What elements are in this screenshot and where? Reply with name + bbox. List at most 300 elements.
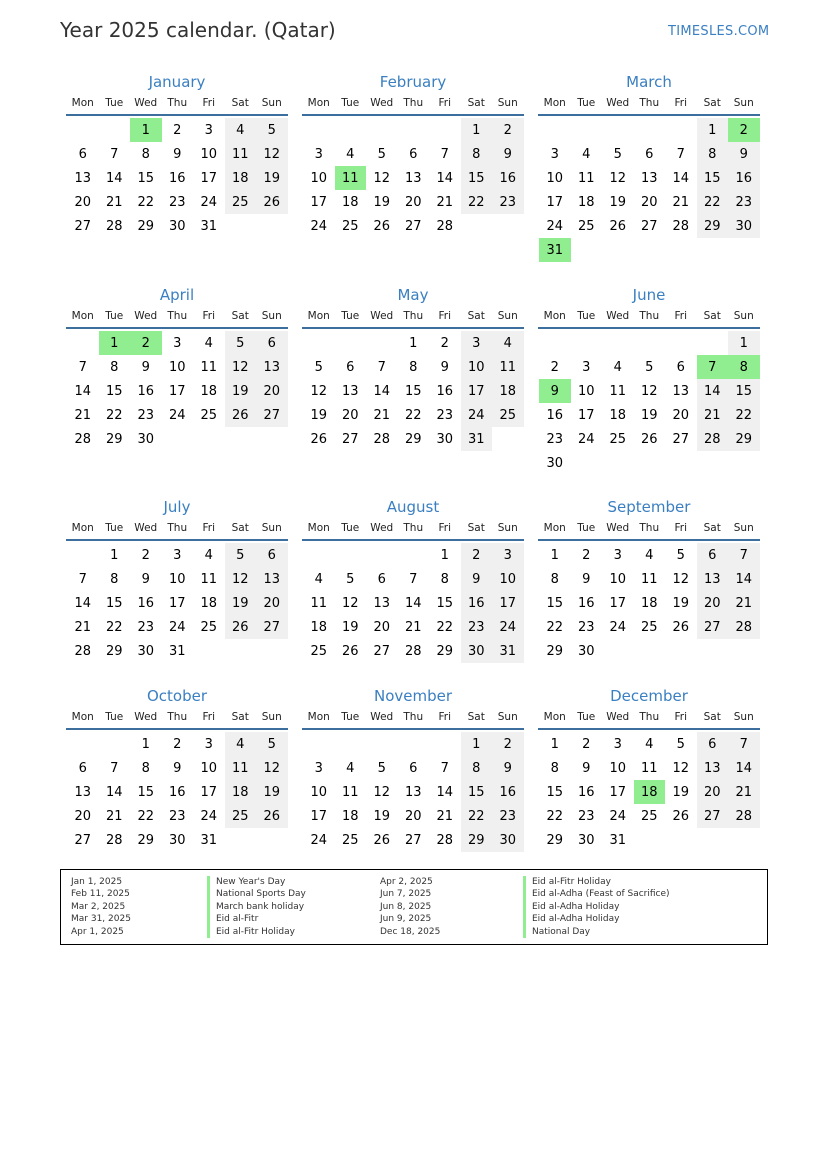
day-cell: 10 — [609, 571, 627, 587]
day-cell: 14 — [373, 383, 391, 399]
day-cell: 7 — [440, 146, 449, 162]
day-cell: 15 — [105, 383, 123, 399]
weekday-label: Mon — [71, 310, 94, 322]
day-cell: 4 — [645, 547, 654, 563]
day-cell: 6 — [377, 571, 386, 587]
day-cell: 18 — [200, 383, 218, 399]
day-cell: 28 — [672, 218, 690, 234]
day-cell: 21 — [105, 808, 123, 824]
empty-cell — [335, 732, 367, 756]
weekday-header — [539, 517, 760, 539]
day-cell: 21 — [404, 619, 422, 635]
empty-cell — [303, 732, 335, 756]
day-cell: 21 — [728, 780, 760, 804]
empty-cell — [429, 118, 461, 142]
day-cell: 9 — [141, 571, 150, 587]
empty-cell — [99, 118, 131, 142]
day-grid — [303, 331, 524, 451]
day-cell: 21 — [373, 407, 391, 423]
weekday-label: Sat — [467, 711, 485, 723]
empty-cell — [335, 543, 367, 567]
day-cell: 31 — [609, 832, 627, 848]
day-cell: 12 — [640, 383, 658, 399]
day-cell: 13 — [404, 784, 422, 800]
month-february — [302, 72, 524, 238]
day-cell: 25 — [200, 619, 218, 635]
day-cell: 29 — [436, 643, 454, 659]
day-cell: 27 — [404, 218, 422, 234]
day-cell: 21 — [74, 407, 92, 423]
day-cell: 27 — [74, 832, 92, 848]
day-cell: 20 — [256, 379, 288, 403]
header-rule — [66, 539, 288, 541]
empty-cell — [429, 732, 461, 756]
day-cell: 14 — [105, 170, 123, 186]
day-cell: 16 — [461, 591, 493, 615]
weekday-label: Tue — [577, 310, 596, 322]
day-cell: 21 — [697, 403, 729, 427]
day-cell: 3 — [204, 122, 213, 138]
day-grid — [67, 118, 288, 238]
day-cell: 16 — [137, 383, 155, 399]
weekday-label: Tue — [577, 522, 596, 534]
weekday-label: Sun — [497, 97, 518, 109]
day-cell: 6 — [697, 732, 729, 756]
day-cell: 4 — [204, 547, 213, 563]
day-cell: 18 — [634, 780, 666, 804]
day-cell: 16 — [492, 780, 524, 804]
day-cell: 9 — [492, 142, 524, 166]
day-cell: 24 — [609, 808, 627, 824]
day-cell: 27 — [341, 431, 359, 447]
month-name: November — [373, 687, 453, 705]
empty-cell — [571, 331, 603, 355]
weekday-label: Thu — [639, 711, 660, 723]
day-cell: 16 — [137, 595, 155, 611]
day-cell: 19 — [341, 619, 359, 635]
day-cell: 28 — [105, 218, 123, 234]
day-cell: 26 — [672, 619, 690, 635]
day-cell: 11 — [640, 760, 658, 776]
day-cell: 5 — [377, 146, 386, 162]
weekday-label: Sat — [703, 310, 721, 322]
day-cell: 27 — [74, 218, 92, 234]
day-cell: 24 — [168, 619, 186, 635]
legend-holiday-name: National Day — [523, 926, 670, 938]
day-cell: 22 — [436, 619, 454, 635]
day-cell: 9 — [141, 359, 150, 375]
day-cell: 1 — [697, 118, 729, 142]
weekday-label: Sun — [261, 97, 282, 109]
legend-names-left — [207, 876, 306, 938]
day-cell: 9 — [492, 756, 524, 780]
legend-names-right — [523, 876, 670, 938]
day-cell: 17 — [609, 784, 627, 800]
day-cell: 6 — [409, 760, 418, 776]
day-cell: 17 — [609, 595, 627, 611]
day-cell: 2 — [173, 122, 182, 138]
day-cell: 15 — [105, 595, 123, 611]
day-cell: 29 — [105, 431, 123, 447]
day-cell: 22 — [105, 407, 123, 423]
day-cell: 9 — [728, 142, 760, 166]
weekday-label: Sun — [261, 522, 282, 534]
day-cell: 29 — [404, 431, 422, 447]
day-cell: 9 — [173, 760, 182, 776]
weekday-label: Thu — [403, 310, 424, 322]
weekday-label: Fri — [674, 97, 687, 109]
day-cell: 16 — [492, 166, 524, 190]
day-cell: 25 — [492, 403, 524, 427]
day-cell: 21 — [74, 619, 92, 635]
day-cell: 10 — [577, 383, 595, 399]
day-cell: 30 — [137, 431, 155, 447]
day-cell: 1 — [141, 736, 150, 752]
weekday-label: Wed — [134, 522, 158, 534]
legend-date: Jun 9, 2025 — [380, 914, 432, 925]
day-cell: 1 — [550, 547, 559, 563]
day-cell: 1 — [110, 547, 119, 563]
month-january — [66, 72, 288, 238]
legend-date: Feb 11, 2025 — [71, 889, 130, 900]
day-cell: 18 — [341, 808, 359, 824]
day-cell: 13 — [256, 355, 288, 379]
empty-cell — [67, 543, 99, 567]
legend-dates-right — [380, 876, 440, 938]
day-cell: 6 — [78, 760, 87, 776]
header-rule — [302, 539, 524, 541]
day-cell: 14 — [74, 383, 92, 399]
day-cell: 26 — [256, 804, 288, 828]
day-cell: 23 — [436, 407, 454, 423]
day-cell: 9 — [539, 379, 571, 403]
day-cell: 14 — [105, 784, 123, 800]
day-cell: 19 — [672, 784, 690, 800]
day-cell: 31 — [539, 238, 571, 262]
day-grid — [539, 331, 760, 475]
day-cell: 28 — [373, 431, 391, 447]
day-cell: 1 — [461, 732, 493, 756]
day-cell: 30 — [492, 828, 524, 852]
weekday-label: Mon — [71, 97, 94, 109]
day-cell: 25 — [609, 431, 627, 447]
day-cell: 7 — [409, 571, 418, 587]
day-cell: 4 — [346, 146, 355, 162]
day-cell: 11 — [200, 359, 218, 375]
weekday-label: Mon — [71, 711, 94, 723]
month-april — [66, 285, 288, 451]
day-cell: 12 — [672, 571, 690, 587]
day-cell: 22 — [137, 194, 155, 210]
day-cell: 26 — [225, 615, 257, 639]
empty-cell — [67, 331, 99, 355]
day-cell: 10 — [461, 355, 493, 379]
day-cell: 23 — [492, 190, 524, 214]
day-cell: 2 — [728, 118, 760, 142]
day-cell: 11 — [492, 355, 524, 379]
empty-cell — [539, 331, 571, 355]
month-name: September — [607, 498, 691, 516]
weekday-label: Wed — [606, 711, 630, 723]
weekday-label: Thu — [403, 97, 424, 109]
day-cell: 10 — [310, 784, 328, 800]
day-cell: 22 — [546, 619, 564, 635]
weekday-label: Tue — [341, 310, 360, 322]
day-cell: 7 — [78, 571, 87, 587]
day-cell: 27 — [672, 431, 690, 447]
legend-date: Jun 7, 2025 — [380, 889, 432, 900]
day-cell: 23 — [168, 808, 186, 824]
day-cell: 22 — [404, 407, 422, 423]
day-cell: 5 — [645, 359, 654, 375]
day-cell: 12 — [256, 756, 288, 780]
legend-holiday-name: National Sports Day — [207, 888, 306, 900]
month-october — [66, 686, 288, 852]
legend-date: Apr 2, 2025 — [380, 877, 433, 887]
day-cell: 4 — [582, 146, 591, 162]
weekday-label: Thu — [403, 522, 424, 534]
day-cell: 28 — [74, 643, 92, 659]
day-cell: 6 — [256, 331, 288, 355]
day-cell: 3 — [613, 547, 622, 563]
day-cell: 2 — [461, 543, 493, 567]
day-cell: 20 — [697, 780, 729, 804]
day-cell: 20 — [341, 407, 359, 423]
day-cell: 9 — [461, 567, 493, 591]
empty-cell — [634, 118, 666, 142]
month-name: March — [626, 73, 672, 91]
weekday-label: Sun — [733, 97, 754, 109]
month-name: February — [379, 73, 447, 91]
month-december — [538, 686, 760, 852]
weekday-label: Sat — [467, 522, 485, 534]
weekday-label: Mon — [543, 711, 566, 723]
empty-cell — [398, 732, 430, 756]
day-cell: 7 — [377, 359, 386, 375]
day-cell: 16 — [728, 166, 760, 190]
empty-cell — [303, 118, 335, 142]
day-cell: 20 — [74, 194, 92, 210]
day-cell: 16 — [577, 784, 595, 800]
day-cell: 13 — [256, 567, 288, 591]
day-cell: 10 — [168, 359, 186, 375]
month-may — [302, 285, 524, 451]
day-cell: 16 — [436, 383, 454, 399]
weekday-label: Fri — [438, 522, 451, 534]
day-cell: 25 — [341, 218, 359, 234]
weekday-label: Fri — [438, 711, 451, 723]
day-cell: 12 — [225, 355, 257, 379]
header-rule — [538, 728, 760, 730]
day-cell: 5 — [225, 543, 257, 567]
day-cell: 2 — [130, 331, 162, 355]
day-cell: 31 — [461, 427, 493, 451]
day-cell: 24 — [168, 407, 186, 423]
day-cell: 7 — [697, 355, 729, 379]
day-cell: 3 — [613, 736, 622, 752]
day-cell: 5 — [256, 118, 288, 142]
day-cell: 17 — [310, 808, 328, 824]
legend-holiday-name: Eid al-Fitr — [207, 913, 306, 925]
header-rule — [66, 728, 288, 730]
month-july — [66, 497, 288, 663]
day-grid — [303, 732, 524, 852]
day-cell: 2 — [440, 335, 449, 351]
empty-cell — [99, 732, 131, 756]
day-cell: 1 — [130, 118, 162, 142]
month-august — [302, 497, 524, 663]
weekday-label: Mon — [543, 522, 566, 534]
weekday-label: Wed — [370, 310, 394, 322]
day-cell: 9 — [582, 760, 591, 776]
day-cell: 27 — [373, 643, 391, 659]
day-cell: 1 — [409, 335, 418, 351]
empty-cell — [665, 331, 697, 355]
empty-cell — [602, 118, 634, 142]
day-cell: 12 — [373, 170, 391, 186]
weekday-label: Thu — [167, 97, 188, 109]
legend-dates-left — [71, 876, 131, 938]
weekday-label: Fri — [674, 711, 687, 723]
day-cell: 5 — [256, 732, 288, 756]
month-june — [538, 285, 760, 475]
day-cell: 4 — [645, 736, 654, 752]
day-cell: 14 — [74, 595, 92, 611]
day-cell: 8 — [440, 571, 449, 587]
day-cell: 15 — [461, 166, 493, 190]
day-cell: 1 — [728, 331, 760, 355]
day-cell: 9 — [582, 571, 591, 587]
weekday-label: Thu — [167, 711, 188, 723]
day-cell: 23 — [577, 619, 595, 635]
day-cell: 20 — [373, 619, 391, 635]
day-cell: 13 — [74, 784, 92, 800]
day-cell: 15 — [404, 383, 422, 399]
day-cell: 30 — [436, 431, 454, 447]
day-cell: 23 — [577, 808, 595, 824]
day-cell: 10 — [546, 170, 564, 186]
month-name: May — [397, 286, 429, 304]
day-cell: 14 — [728, 567, 760, 591]
day-grid — [67, 732, 288, 852]
legend-holiday-name: New Year's Day — [207, 876, 306, 888]
weekday-label: Fri — [202, 310, 215, 322]
weekday-label: Fri — [674, 310, 687, 322]
day-cell: 22 — [461, 190, 493, 214]
weekday-label: Sat — [231, 522, 249, 534]
day-grid — [67, 543, 288, 663]
day-cell: 28 — [436, 218, 454, 234]
day-cell: 15 — [546, 595, 564, 611]
day-cell: 20 — [672, 407, 690, 423]
legend-holiday-name: Eid al-Fitr Holiday — [207, 926, 306, 938]
weekday-label: Fri — [438, 97, 451, 109]
day-cell: 27 — [697, 615, 729, 639]
weekday-label: Fri — [202, 711, 215, 723]
day-cell: 22 — [105, 619, 123, 635]
day-cell: 24 — [546, 218, 564, 234]
day-cell: 13 — [640, 170, 658, 186]
holiday-legend — [60, 869, 768, 945]
weekday-label: Sat — [231, 310, 249, 322]
day-cell: 14 — [672, 170, 690, 186]
day-cell: 23 — [546, 431, 564, 447]
weekday-label: Sat — [703, 711, 721, 723]
day-cell: 21 — [436, 808, 454, 824]
day-cell: 28 — [697, 427, 729, 451]
day-cell: 15 — [697, 166, 729, 190]
day-cell: 27 — [697, 804, 729, 828]
weekday-label: Sat — [231, 97, 249, 109]
empty-cell — [366, 118, 398, 142]
day-cell: 26 — [672, 808, 690, 824]
header-rule — [302, 327, 524, 329]
day-cell: 1 — [550, 736, 559, 752]
day-cell: 20 — [404, 194, 422, 210]
weekday-label: Tue — [341, 711, 360, 723]
day-cell: 16 — [546, 407, 564, 423]
empty-cell — [539, 118, 571, 142]
day-cell: 19 — [225, 379, 257, 403]
weekday-label: Thu — [403, 711, 424, 723]
day-cell: 13 — [697, 756, 729, 780]
legend-date: Jun 8, 2025 — [380, 901, 432, 912]
day-grid — [303, 543, 524, 663]
day-cell: 17 — [492, 591, 524, 615]
day-cell: 31 — [168, 643, 186, 659]
weekday-label: Mon — [543, 310, 566, 322]
day-cell: 22 — [546, 808, 564, 824]
day-cell: 1 — [461, 118, 493, 142]
day-cell: 21 — [436, 194, 454, 210]
day-cell: 3 — [550, 146, 559, 162]
day-cell: 13 — [373, 595, 391, 611]
day-cell: 8 — [409, 359, 418, 375]
day-cell: 20 — [256, 591, 288, 615]
empty-cell — [335, 331, 367, 355]
empty-cell — [67, 732, 99, 756]
day-cell: 13 — [404, 170, 422, 186]
day-cell: 1 — [99, 331, 131, 355]
day-cell: 25 — [640, 619, 658, 635]
weekday-label: Thu — [639, 97, 660, 109]
day-cell: 9 — [440, 359, 449, 375]
day-cell: 8 — [110, 571, 119, 587]
day-cell: 17 — [577, 407, 595, 423]
day-cell: 5 — [346, 571, 355, 587]
day-cell: 17 — [168, 383, 186, 399]
weekday-label: Thu — [639, 522, 660, 534]
weekday-label: Fri — [202, 522, 215, 534]
day-cell: 6 — [346, 359, 355, 375]
day-cell: 14 — [728, 756, 760, 780]
day-cell: 7 — [110, 146, 119, 162]
day-cell: 3 — [582, 359, 591, 375]
day-cell: 21 — [105, 194, 123, 210]
weekday-label: Tue — [341, 97, 360, 109]
day-cell: 25 — [225, 190, 257, 214]
day-cell: 12 — [373, 784, 391, 800]
day-cell: 28 — [404, 643, 422, 659]
weekday-label: Sun — [497, 310, 518, 322]
weekday-label: Thu — [639, 310, 660, 322]
site-link[interactable]: TIMESLES.COM — [668, 24, 770, 39]
day-cell: 10 — [310, 170, 328, 186]
weekday-label: Mon — [71, 522, 94, 534]
weekday-header — [67, 517, 288, 539]
day-cell: 11 — [225, 756, 257, 780]
day-cell: 3 — [173, 335, 182, 351]
